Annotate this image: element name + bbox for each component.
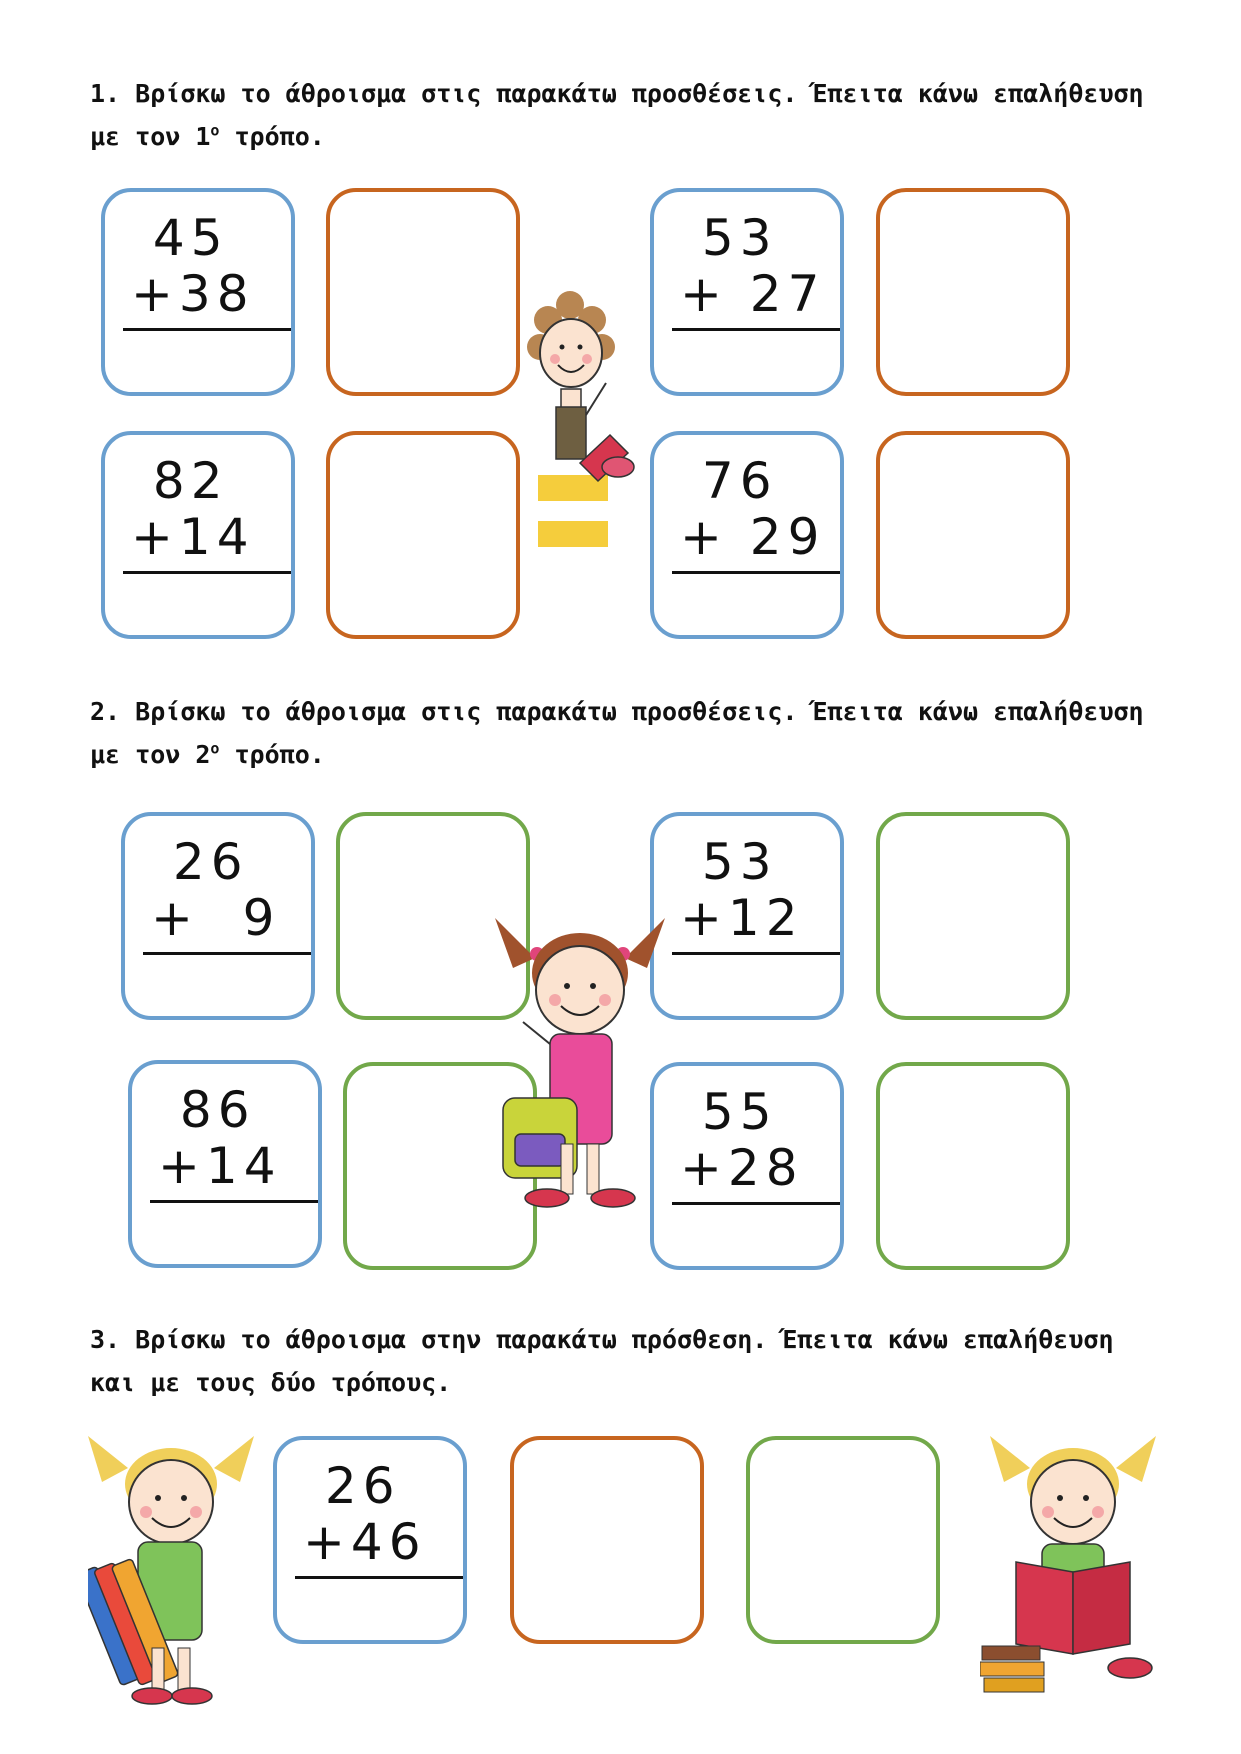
verification-box[interactable] (326, 188, 520, 396)
superscript: ο (210, 739, 220, 758)
addend-bottom: +38 (131, 265, 255, 323)
addend-top: 26 (151, 833, 249, 891)
blonde-girl-reading-illustration (980, 1418, 1170, 1708)
instruction-text-line2: με τον 2 (90, 740, 211, 769)
sum-line (672, 571, 840, 574)
addend-bottom: + 27 (680, 265, 826, 323)
verification-box-method-2[interactable] (746, 1436, 940, 1644)
instruction-text-line2-end: τρόπο. (219, 740, 325, 769)
instruction-text-line2: και με τους δύο τρόπους. (90, 1368, 452, 1397)
addition-box[interactable] (273, 1436, 467, 1644)
instruction-text-line2: με τον 1 (90, 122, 211, 151)
addend-bottom: + 29 (680, 508, 826, 566)
addend-top: 53 (680, 833, 778, 891)
sum-line (123, 571, 291, 574)
verification-box[interactable] (876, 812, 1070, 1020)
addition-box[interactable] (650, 812, 844, 1020)
instruction-number: 2. (90, 697, 121, 726)
addition-box[interactable] (128, 1060, 322, 1268)
sum-line (672, 952, 840, 955)
instruction-text: Βρίσκω το άθροισμα στην παρακάτω πρόσθεση. Έπειτα κάνω επαλήθευση (135, 1325, 1114, 1354)
addition-box[interactable] (650, 431, 844, 639)
addend-bottom: + 9 (151, 889, 281, 947)
addend-top: 86 (158, 1081, 256, 1139)
addend-top: 55 (680, 1083, 778, 1141)
instruction-2 (90, 690, 1150, 776)
sum-line (672, 328, 840, 331)
addition-box[interactable] (101, 431, 295, 639)
instruction-number: 1. (90, 79, 121, 108)
addend-bottom: +14 (158, 1137, 282, 1195)
addend-bottom: +28 (680, 1139, 804, 1197)
addition-box[interactable] (650, 188, 844, 396)
addend-bottom: +12 (680, 889, 804, 947)
curly-girl-illustration (520, 285, 650, 555)
sum-line (150, 1200, 318, 1203)
block-bottom (538, 521, 608, 547)
pigtail-girl-backpack-illustration (495, 898, 665, 1210)
addition-box[interactable] (650, 1062, 844, 1270)
instruction-3 (90, 1318, 1150, 1404)
verification-box-method-1[interactable] (510, 1436, 704, 1644)
addend-top: 53 (680, 209, 778, 267)
addend-bottom: +14 (131, 508, 255, 566)
verification-box[interactable] (876, 431, 1070, 639)
addend-top: 26 (303, 1457, 401, 1515)
instruction-text-line2-end: τρόπο. (219, 122, 325, 151)
sum-line (143, 952, 311, 955)
addition-box[interactable] (121, 812, 315, 1020)
addend-top: 76 (680, 452, 778, 510)
sum-line (295, 1576, 463, 1579)
instruction-text: Βρίσκω το άθροισμα στις παρακάτω προσθέσεις. Έπειτα κάνω επαλήθευση (135, 79, 1144, 108)
addition-box[interactable] (101, 188, 295, 396)
addend-bottom: +46 (303, 1513, 427, 1571)
superscript: ο (210, 121, 220, 140)
instruction-number: 3. (90, 1325, 121, 1354)
instruction-text: Βρίσκω το άθροισμα στις παρακάτω προσθέσεις. Έπειτα κάνω επαλήθευση (135, 697, 1144, 726)
blonde-girl-crayons-illustration (88, 1418, 258, 1708)
verification-box[interactable] (326, 431, 520, 639)
verification-box[interactable] (876, 1062, 1070, 1270)
sum-line (672, 1202, 840, 1205)
instruction-1 (90, 72, 1150, 158)
sum-line (123, 328, 291, 331)
verification-box[interactable] (876, 188, 1070, 396)
addend-top: 45 (131, 209, 229, 267)
addend-top: 82 (131, 452, 229, 510)
